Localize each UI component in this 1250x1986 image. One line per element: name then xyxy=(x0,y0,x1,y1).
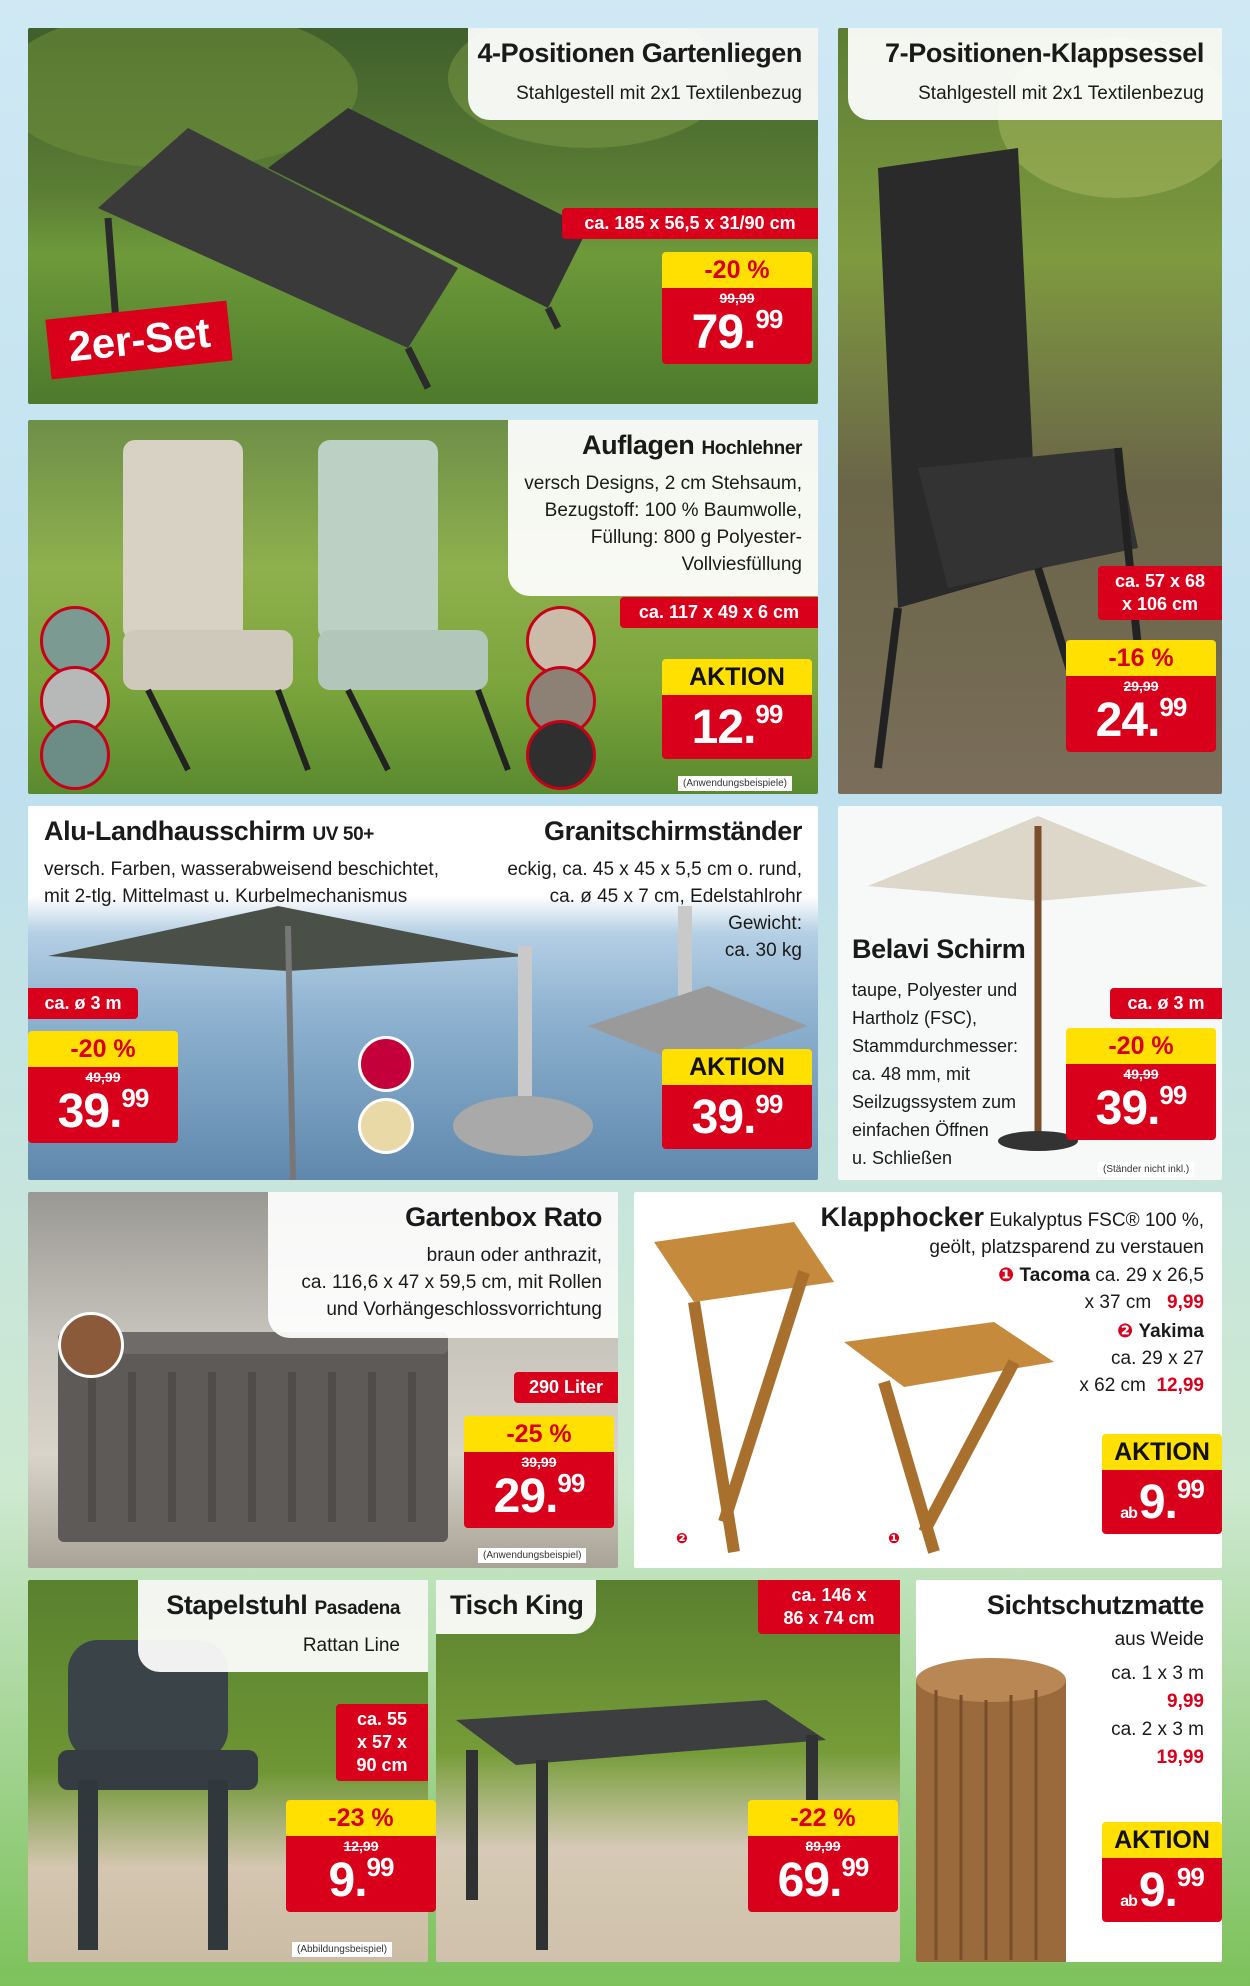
title-auflagen: Auflagen Hochlehner xyxy=(582,430,802,460)
old-price: 49,99 xyxy=(85,1069,121,1085)
title-gartenbox: Gartenbox Rato xyxy=(405,1202,602,1232)
current-price: 39.99 xyxy=(57,1083,149,1138)
note-gartenbox: (Anwendungsbeispiel) xyxy=(478,1548,586,1563)
price-belavi xyxy=(1066,1028,1216,1140)
sub-stapelstuhl: Rattan Line xyxy=(302,1635,400,1656)
price-gartenliegen xyxy=(662,252,812,364)
sub-klappsessel: Stahlgestell mit 2x1 Textilenbezug xyxy=(918,83,1204,104)
current-price: 69.99 xyxy=(777,1852,869,1907)
dimensions-landhausschirm: ca. ø 3 m xyxy=(28,988,138,1019)
label-tacoma: ❶ xyxy=(888,1530,900,1546)
swatch-dark-teal xyxy=(40,720,110,790)
discount-label: -23 % xyxy=(286,1800,436,1836)
desc-klapphocker: geölt, platzsparend zu verstauen xyxy=(929,1237,1204,1258)
title-landhausschirm: Alu-Landhausschirm UV 50+ xyxy=(44,816,374,846)
current-price: 29.99 xyxy=(493,1468,585,1523)
variant-tacoma: ❶ Tacoma ca. 29 x 26,5 x 37 cm 9,99 xyxy=(998,1265,1204,1313)
swatch-brown xyxy=(58,1312,124,1378)
price-auflagen xyxy=(662,659,812,759)
old-price: 29,99 xyxy=(1123,678,1159,694)
price-stapelstuhl xyxy=(286,1800,436,1912)
title-klapphocker: Klapphocker Eukalyptus FSC® 100 %, xyxy=(820,1202,1204,1232)
aktion-label: AKTION xyxy=(662,1049,812,1085)
current-price: 12.99 xyxy=(691,699,783,754)
price-sichtschutz xyxy=(1102,1822,1222,1922)
aktion-label: AKTION xyxy=(662,659,812,695)
title-tisch: Tisch King xyxy=(450,1590,584,1620)
swatch-red xyxy=(358,1036,414,1092)
desc-granitschirmstaender: eckig, ca. 45 x 45 x 5,5 cm o. rund, ca. ø 45 x 7 cm, Edelstahlrohr Gewicht: ca. 30 kg xyxy=(507,859,802,961)
desc-auflagen: versch Designs, 2 cm Stehsaum, Bezugstoff: 100 % Baumwolle, Füllung: 800 g Polyester- Vollviesfüllung xyxy=(524,473,802,575)
aktion-label: AKTION xyxy=(1102,1822,1222,1858)
variant-yakima: ❷ Yakima ca. 29 x 27 x 62 cm 12,99 xyxy=(1079,1321,1204,1396)
desc-gartenbox: braun oder anthrazit, ca. 116,6 x 47 x 59,5 cm, mit Rollen und Vorhängeschlossvorrichtung xyxy=(301,1245,602,1320)
current-price: 24.99 xyxy=(1095,692,1187,747)
title-stapelstuhl: Stapelstuhl Pasadena xyxy=(166,1590,400,1620)
note-stapelstuhl: (Abbildungsbeispiel) xyxy=(292,1942,392,1957)
old-price: 39,99 xyxy=(521,1454,557,1470)
desc-belavi: taupe, Polyester und Hartholz (FSC), Stammdurchmesser: ca. 48 mm, mit Seilzugssystem zum einfachen Öffnen u. Schließen xyxy=(852,980,1019,1168)
sub-gartenliegen: Stahlgestell mit 2x1 Textilenbezug xyxy=(516,83,802,104)
price-tisch xyxy=(748,1800,898,1912)
title-klappsessel: 7-Positionen-Klappsessel xyxy=(885,38,1204,68)
title-granitschirmstaender: Granitschirmständer xyxy=(544,816,802,846)
current-price: 79.99 xyxy=(691,304,783,359)
old-price: 12,99 xyxy=(343,1838,379,1854)
price-klapphocker xyxy=(1102,1434,1222,1534)
old-price: 49,99 xyxy=(1123,1066,1159,1082)
desc-landhausschirm: versch. Farben, wasserabweisend beschichtet, mit 2-tlg. Mittelmast u. Kurbelmechanismus xyxy=(44,859,439,907)
discount-label: -20 % xyxy=(1066,1028,1216,1064)
title-gartenliegen: 4-Positionen Gartenliegen xyxy=(477,38,802,68)
dimensions-gartenliegen: ca. 185 x 56,5 x 31/90 cm xyxy=(562,208,818,239)
title-sichtschutz: Sichtschutzmatte xyxy=(986,1590,1204,1620)
current-price: 39.99 xyxy=(691,1089,783,1144)
variants-sichtschutz: ca. 1 x 3 m 9,99 ca. 2 x 3 m 19,99 xyxy=(1111,1663,1204,1768)
discount-label: -25 % xyxy=(464,1416,614,1452)
title-belavi: Belavi Schirm xyxy=(852,934,1026,964)
dimensions-belavi: ca. ø 3 m xyxy=(1110,988,1222,1019)
note-belavi: (Ständer nicht inkl.) xyxy=(1098,1162,1194,1177)
aktion-label: AKTION xyxy=(1102,1434,1222,1470)
dimensions-klappsessel: ca. 57 x 68 x 106 cm xyxy=(1098,566,1222,620)
dimensions-stapelstuhl: ca. 55 x 57 x 90 cm xyxy=(336,1704,428,1781)
current-price: 39.99 xyxy=(1095,1080,1187,1135)
label-yakima: ❷ xyxy=(676,1530,688,1546)
swatch-black xyxy=(526,720,596,790)
current-price: ab9.99 xyxy=(1120,1862,1204,1917)
discount-label: -20 % xyxy=(662,252,812,288)
current-price: ab9.99 xyxy=(1120,1474,1204,1529)
discount-label: -20 % xyxy=(28,1031,178,1067)
old-price: 99,99 xyxy=(719,290,755,306)
dimensions-tisch: ca. 146 x 86 x 74 cm xyxy=(758,1580,900,1634)
price-granitschirmstaender xyxy=(662,1049,812,1149)
note-auflagen: (Anwendungsbeispiele) xyxy=(678,776,792,791)
dimensions-auflagen: ca. 117 x 49 x 6 cm xyxy=(620,597,818,628)
volume-gartenbox: 290 Liter xyxy=(514,1372,618,1403)
set-badge: 2er-Set xyxy=(45,301,233,380)
sub-sichtschutz: aus Weide xyxy=(1114,1629,1204,1650)
current-price: 9.99 xyxy=(328,1852,394,1907)
price-klappsessel xyxy=(1066,640,1216,752)
old-price: 89,99 xyxy=(805,1838,841,1854)
price-landhausschirm xyxy=(28,1031,178,1143)
swatch-cream xyxy=(358,1098,414,1154)
price-gartenbox xyxy=(464,1416,614,1528)
discount-label: -16 % xyxy=(1066,640,1216,676)
discount-label: -22 % xyxy=(748,1800,898,1836)
